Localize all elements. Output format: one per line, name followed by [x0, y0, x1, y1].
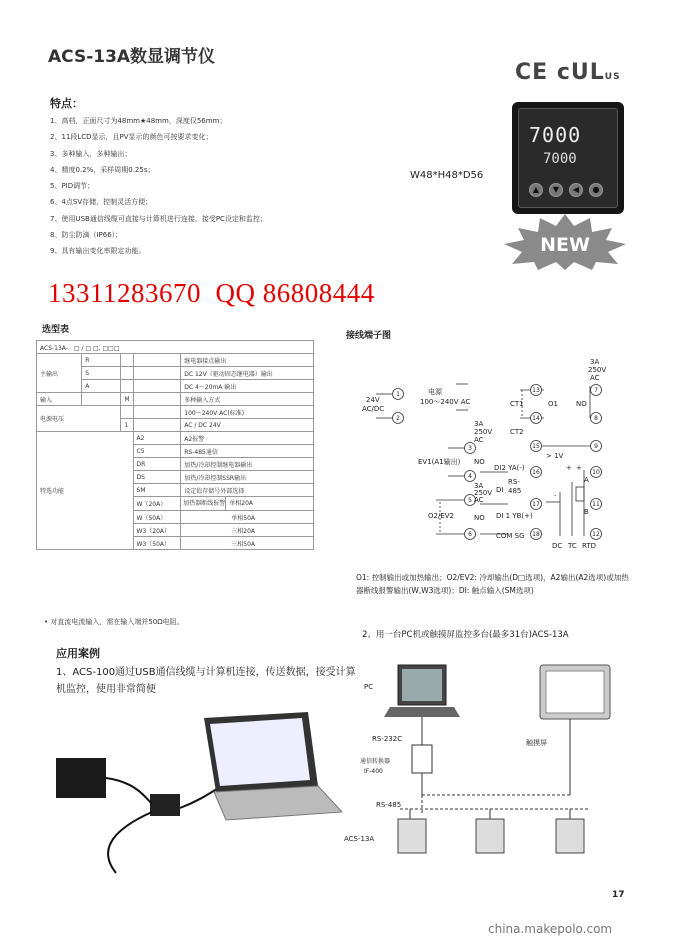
application-case-2: 2、用一台PC机或触摸屏监控多台(最多31台)ACS-13A [362, 630, 569, 640]
svg-text:触摸屏: 触摸屏 [526, 739, 547, 747]
code-cell: A [82, 380, 121, 393]
ul-mark: UL [570, 60, 605, 85]
svg-text:AC: AC [590, 374, 600, 382]
svg-text:18: 18 [532, 531, 540, 538]
svg-text:6: 6 [468, 531, 472, 538]
feature-item: 8、防尘防滴（IP66）； [50, 231, 123, 240]
svg-text:EV1(A1输出): EV1(A1输出) [418, 458, 461, 466]
svg-text:+: + [576, 464, 582, 472]
desc-cell: DC 4～20mA 输出 [181, 380, 314, 393]
table-row [37, 354, 314, 367]
wiring-heading: 接线端子图 [346, 331, 392, 341]
svg-text:100～240V AC: 100～240V AC [420, 398, 471, 406]
svg-text:RTD: RTD [582, 542, 597, 550]
desc-cell: 三相50A [181, 537, 314, 550]
svg-text:10: 10 [592, 469, 600, 476]
svg-text:电源: 电源 [428, 388, 442, 396]
feature-item: 6、4点SV存储，控制灵活方便； [50, 198, 153, 207]
svg-text:AC: AC [474, 496, 484, 504]
converter-box-icon [412, 745, 432, 773]
code-cell: SM [133, 484, 181, 497]
svg-text:通信转换器: 通信转换器 [360, 758, 391, 765]
options-cell: 特选功能 [37, 432, 134, 550]
watermark: china.makepolo.com [488, 922, 613, 936]
heater-cell [181, 497, 314, 511]
table-row [37, 341, 314, 354]
svg-text:24V: 24V [366, 396, 380, 404]
desc-cell: 三相20A [181, 524, 314, 537]
code-cell: M [121, 393, 133, 406]
svg-text:DC: DC [552, 542, 563, 550]
desc-cell: A2报警 [181, 432, 314, 445]
svg-text:3A: 3A [474, 420, 484, 428]
input-cell: 输入 [37, 393, 82, 406]
svg-text:5: 5 [468, 497, 472, 504]
svg-text:9: 9 [594, 443, 598, 450]
svg-text:250V: 250V [474, 428, 493, 436]
svg-text:16: 16 [532, 469, 540, 476]
main-output-cell: 主输出 [37, 354, 82, 393]
features-heading: 特点： [50, 97, 83, 110]
feature-item: 2、11段LCD显示，且PV显示的颜色可按要求变化； [50, 133, 213, 142]
desc-cell: 100～240V AC(标准) [181, 406, 314, 419]
svg-text:15: 15 [532, 443, 540, 450]
device-buttons [529, 183, 603, 197]
feature-item: 5、PID调节； [50, 182, 95, 191]
code-cell: C5 [133, 445, 181, 458]
svg-text:13: 13 [532, 387, 540, 394]
code-cell: 1 [121, 419, 133, 432]
table-row [37, 406, 314, 419]
code-cell: DR [133, 458, 181, 471]
svg-text:> 1V: > 1V [546, 452, 564, 460]
svg-text:11: 11 [592, 501, 600, 508]
usb-adapter-icon [150, 794, 180, 816]
svg-text:AC: AC [474, 436, 484, 444]
svg-text:CT2: CT2 [510, 428, 524, 436]
certification-marks [515, 60, 621, 85]
svg-text:O2/EV2: O2/EV2 [428, 512, 454, 520]
new-badge [500, 212, 630, 272]
feature-item: 1、高档，正面尺寸为48mm★48mm，深度仅56mm； [50, 117, 227, 125]
svg-text:DI2 YA(-): DI2 YA(-) [494, 464, 525, 472]
application-case-1: 1、ACS-100通过USB通信线缆与计算机连接，传送数据，接受计算机监控，使用非常简便 [56, 667, 356, 695]
contact-phone-banner: 13311283670 QQ 86808444 [48, 278, 375, 308]
svg-text:250V: 250V [474, 489, 493, 497]
feature-item: 7、使用USB通信线缆可直接与计算机进行连接，接受PC设定和监控； [50, 214, 267, 223]
device-button-icon: ◀ [569, 183, 583, 197]
svg-text:COM SG: COM SG [496, 532, 525, 540]
svg-text:DI: DI [496, 486, 504, 494]
selection-heading: 选型表 [42, 325, 70, 335]
svg-text:17: 17 [532, 501, 540, 508]
svg-text:485: 485 [508, 487, 522, 495]
svg-text:3A: 3A [590, 358, 600, 366]
desc-cell: 继电器接点输出 [181, 354, 314, 367]
svg-text:4: 4 [468, 473, 472, 480]
current-input-note: • 对直流电流输入，需在输入端并50Ω电阻。 [44, 618, 184, 626]
code-cell: W3（50A） [133, 537, 181, 550]
device-face [518, 108, 618, 208]
svg-text:RS-: RS- [508, 478, 520, 486]
power-cell: 电源电压 [37, 406, 121, 432]
svg-text:250V: 250V [588, 366, 607, 374]
svg-text:3: 3 [468, 445, 472, 452]
network-diagram [340, 645, 640, 875]
svg-text:+: + [566, 464, 572, 472]
heater-group-label: 加热器断线报警 [183, 499, 226, 507]
acs-unit-icons [398, 819, 584, 853]
dimensions-label: W48*H48*D56 [410, 170, 484, 181]
code-cell: A2 [133, 432, 181, 445]
desc-cell: 加热/冷却控制继电器输出 [181, 458, 314, 471]
pc-laptop-icon [384, 665, 460, 717]
svg-text:8: 8 [594, 415, 598, 422]
feature-item: 3、多种输入，多种输出； [50, 149, 132, 158]
features-list [50, 113, 390, 260]
svg-text:2: 2 [396, 415, 400, 422]
svg-text:NO: NO [474, 458, 485, 466]
application-heading: 应用案例 [56, 647, 100, 660]
svg-text:DI 1 YB(+): DI 1 YB(+) [496, 512, 533, 520]
feature-item: 9、具有输出变化率限定功能。 [50, 247, 146, 256]
device-button-icon: ▲ [529, 183, 543, 197]
svg-text:1: 1 [396, 391, 400, 398]
desc-cell: 设定值存储号外部选择 [181, 484, 314, 497]
sv-display: 7000 [543, 151, 577, 167]
code-cell: DS [133, 471, 181, 484]
wiring-note: O1: 控制输出或加热输出；O2/EV2: 冷却输出(D□选项)，A2输出(A2选项)或加热器断线报警输出(W,W3选项)；DI: 触点输入(SM选项) [356, 573, 629, 595]
usb-connection-photo [46, 708, 346, 878]
table-row [37, 393, 314, 406]
desc-cell: 单相50A [181, 511, 314, 524]
code-cell: W（50A） [133, 511, 181, 524]
page-title: ACS-13A数显调节仪 [48, 47, 216, 67]
desc-cell: RS-485通信 [181, 445, 314, 458]
code-cell: W3（20A） [133, 524, 181, 537]
desc-cell: AC / DC 24V [181, 419, 314, 432]
table-row [37, 432, 314, 445]
svg-text:NO: NO [576, 400, 587, 408]
svg-text:ACS-13A: ACS-13A [344, 835, 375, 843]
svg-text:TC: TC [568, 542, 577, 550]
desc-cell: 多种输入方式 [181, 393, 314, 406]
svg-text:CT1: CT1 [510, 400, 524, 408]
device-button-icon: ● [589, 183, 603, 197]
code-cell: S [82, 367, 121, 380]
desc-cell: DC 12V（驱动固态继电器）输出 [181, 367, 314, 380]
feature-item: 4、精度0.2%，采样周期0.25s； [50, 165, 155, 174]
svg-text:A: A [584, 476, 589, 484]
controller-device-image [512, 102, 624, 214]
desc-cell: 单相20A [225, 497, 253, 510]
svg-text:AC/DC: AC/DC [362, 405, 385, 413]
touch-screen-icon [540, 665, 610, 719]
laptop-icon [204, 712, 342, 820]
svg-text:NO: NO [474, 514, 485, 522]
desc-cell: 加热/冷却控制SSR输出 [181, 471, 314, 484]
selection-table [36, 340, 314, 550]
svg-text:B: B [584, 508, 589, 516]
svg-text:IF-400: IF-400 [364, 768, 383, 775]
svg-text:3A: 3A [474, 482, 484, 490]
new-badge-text: NEW [540, 234, 590, 256]
svg-text:RS-232C: RS-232C [372, 735, 403, 743]
svg-text:12: 12 [592, 531, 600, 538]
device-button-icon: ▼ [549, 183, 563, 197]
code-cell: R [82, 354, 121, 367]
svg-text:PC: PC [364, 683, 374, 691]
pv-display: 7000 [529, 123, 582, 147]
controller-photo-icon [56, 758, 106, 798]
svg-text:RS-485: RS-485 [376, 801, 402, 809]
page-number: 17 [612, 890, 625, 900]
code-cell: W（20A） [133, 497, 181, 511]
model-code-cell: ACS-13A- □ / □ □, □□□ [37, 341, 314, 354]
ce-mark: CE [515, 60, 549, 85]
wiring-diagram [340, 352, 630, 570]
us-mark: US [604, 72, 621, 82]
svg-text:14: 14 [532, 415, 540, 422]
svg-text:-: - [554, 492, 557, 500]
svg-text:O1: O1 [548, 400, 558, 408]
c-mark: c [556, 60, 571, 85]
svg-text:7: 7 [594, 387, 598, 394]
